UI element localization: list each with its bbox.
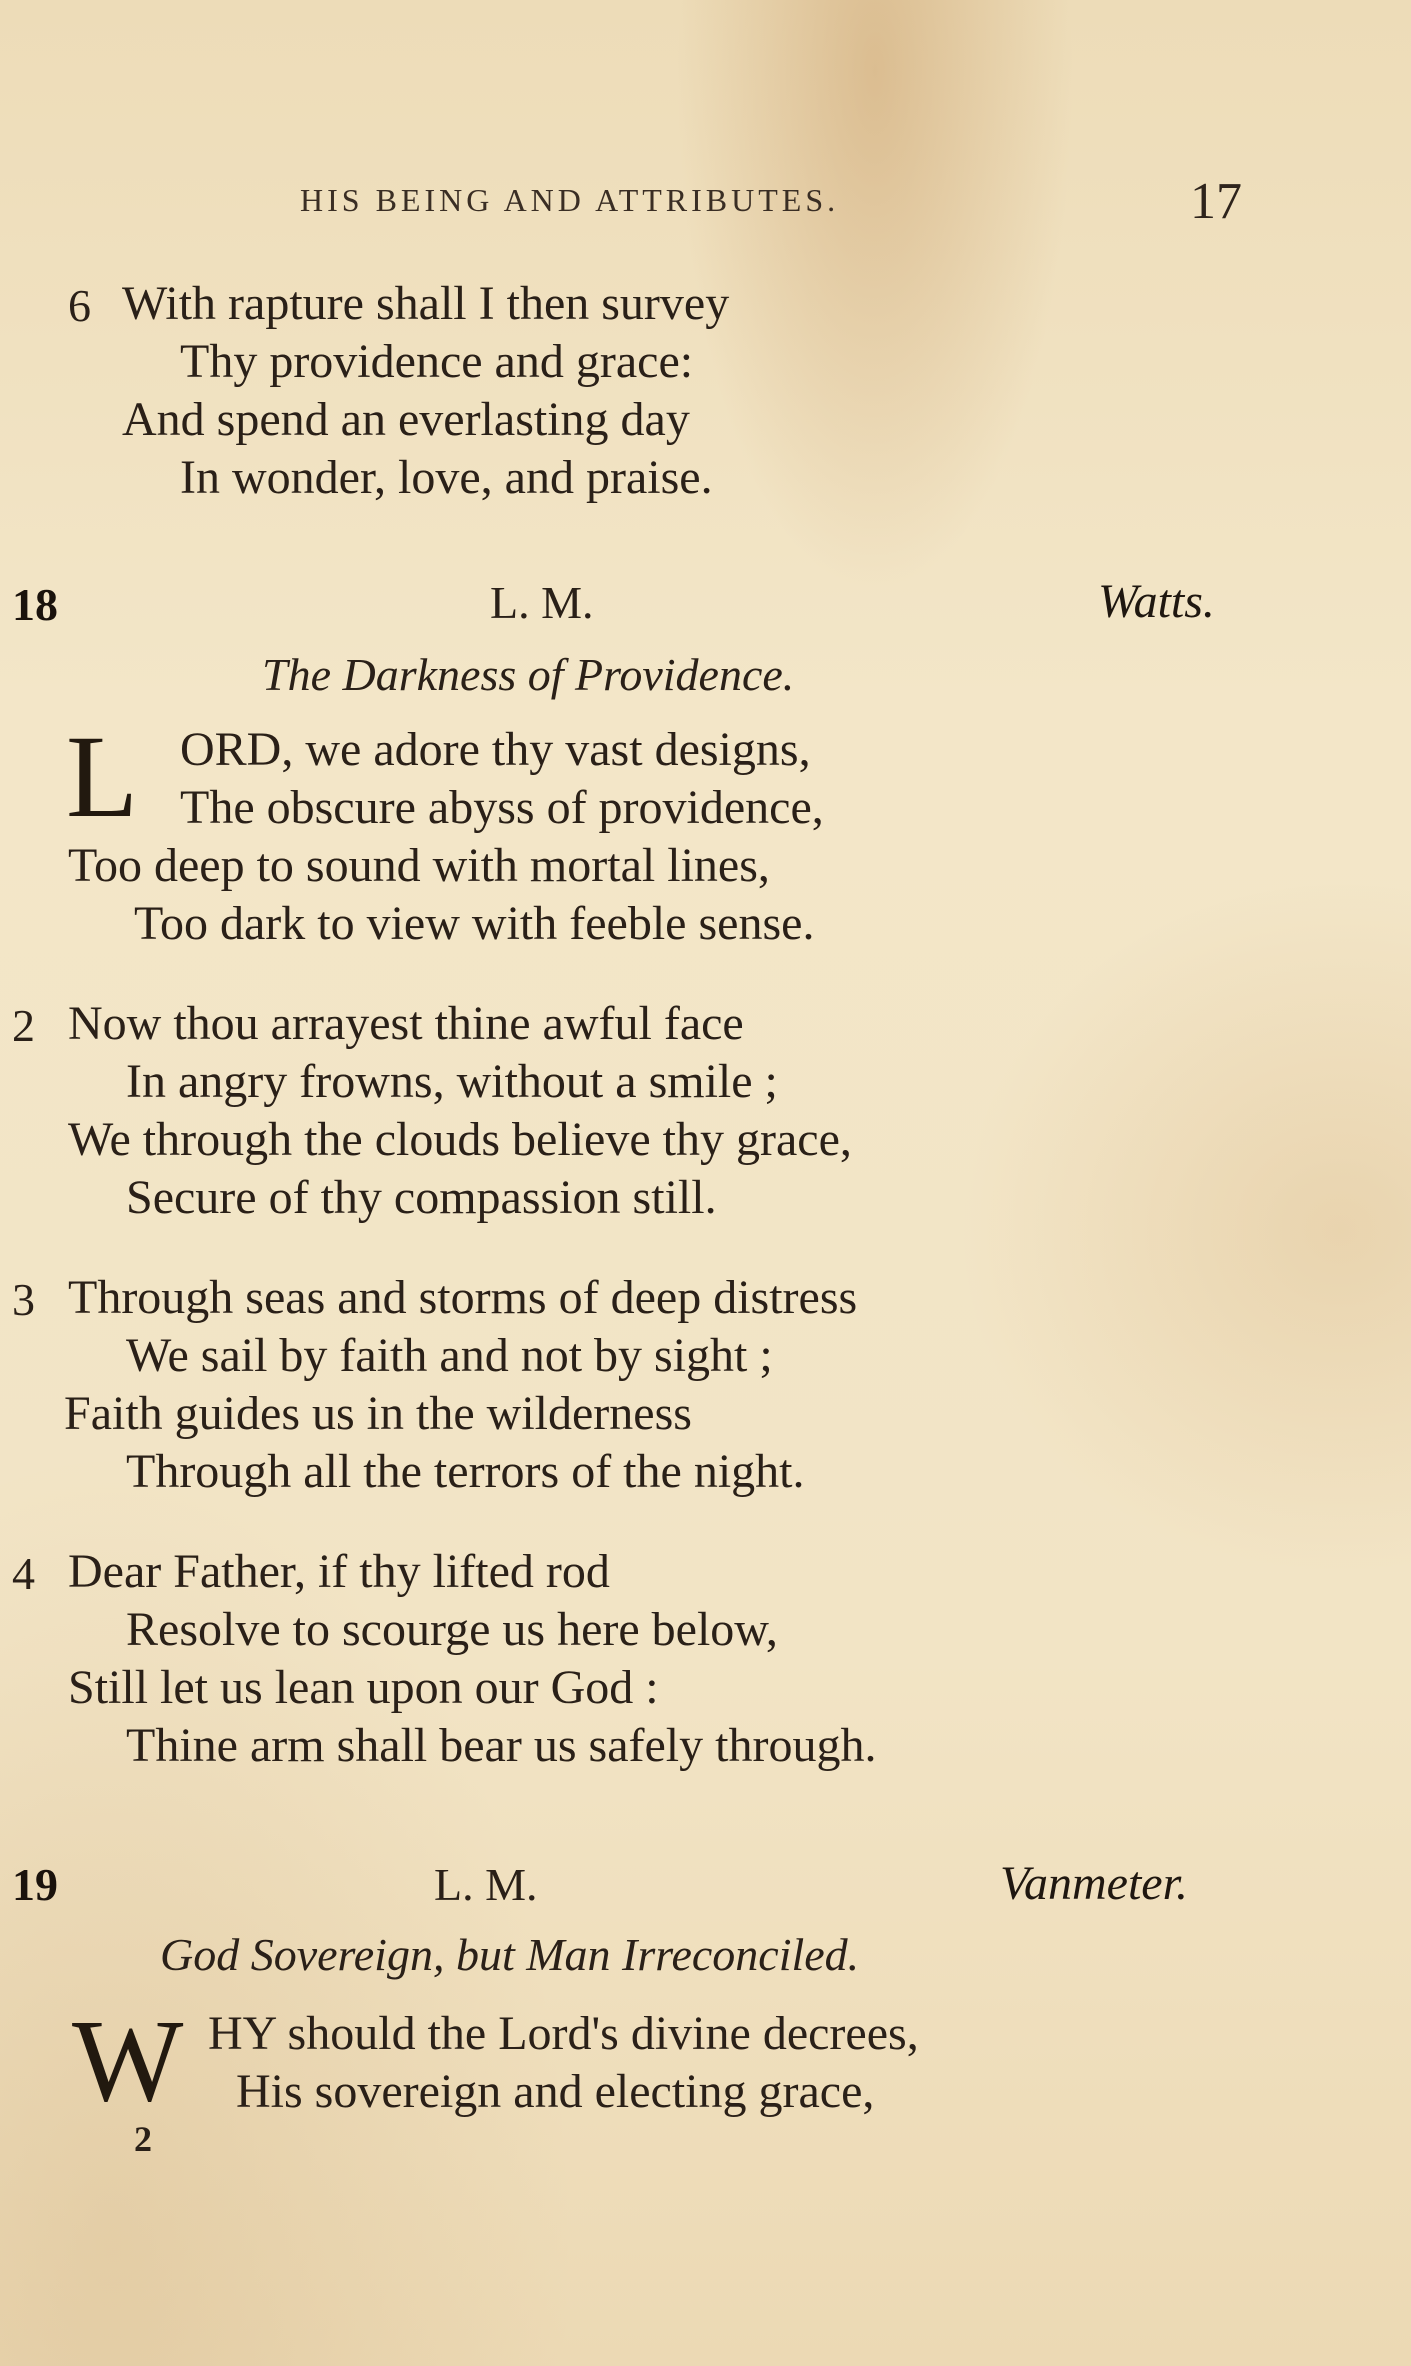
hymn-title: The Darkness of Providence.: [262, 649, 795, 700]
hymn-author: Vanmeter.: [1000, 1857, 1188, 1910]
verse-line: Resolve to scourge us here below,: [126, 1603, 778, 1656]
verse-line: We through the clouds believe thy grace,: [68, 1113, 852, 1166]
drop-cap: W: [72, 1995, 184, 2126]
verse-line: In wonder, love, and praise.: [180, 451, 713, 504]
hymn-number: 19: [12, 1859, 58, 1910]
verse-line: Now thou arrayest thine awful face: [68, 997, 744, 1050]
verse-line: Too deep to sound with mortal lines,: [68, 839, 770, 892]
verse-number: 4: [12, 1548, 35, 1599]
verse-line: Faith guides us in the wilderness: [64, 1387, 692, 1440]
verse-number: 6: [68, 280, 91, 331]
verse-number: 3: [12, 1274, 35, 1325]
hymn-meter: L. M.: [434, 1859, 538, 1910]
verse-line: Dear Father, if thy lifted rod: [68, 1545, 610, 1598]
running-title: HIS BEING AND ATTRIBUTES.: [300, 182, 840, 218]
verse-line: And spend an everlasting day: [122, 393, 690, 446]
verse-line: ORD, we adore thy vast designs,: [180, 723, 811, 776]
hymn-number: 18: [12, 579, 58, 630]
verse-line: Thine arm shall bear us safely through.: [126, 1719, 877, 1772]
verse-line: With rapture shall I then survey: [122, 277, 730, 330]
verse-line: His sovereign and electing grace,: [236, 2065, 875, 2118]
verse-line: Still let us lean upon our God :: [68, 1661, 659, 1714]
verse-line: HY should the Lord's divine decrees,: [208, 2007, 919, 2060]
hymn-author: Watts.: [1098, 575, 1215, 628]
verse-line: The obscure abyss of providence,: [180, 781, 824, 834]
verse-line: Thy providence and grace:: [180, 335, 694, 388]
verse-line: In angry frowns, without a smile ;: [126, 1055, 778, 1108]
verse-line: We sail by faith and not by sight ;: [126, 1329, 773, 1382]
hymn-title: God Sovereign, but Man Irreconciled.: [160, 1929, 860, 1980]
drop-cap: L: [66, 711, 139, 842]
page-number: 17: [1190, 173, 1242, 230]
verse-line: Too dark to view with feeble sense.: [134, 897, 815, 950]
hymn-meter: L. M.: [490, 577, 594, 628]
verse-line: Secure of thy compassion still.: [126, 1171, 717, 1224]
verse-line: Through seas and storms of deep distress: [68, 1271, 858, 1324]
verse-line: Through all the terrors of the night.: [126, 1445, 805, 1498]
page-header: [0, 172, 1411, 232]
verse-number: 2: [12, 1000, 35, 1051]
signature-mark: 2: [134, 2119, 152, 2159]
